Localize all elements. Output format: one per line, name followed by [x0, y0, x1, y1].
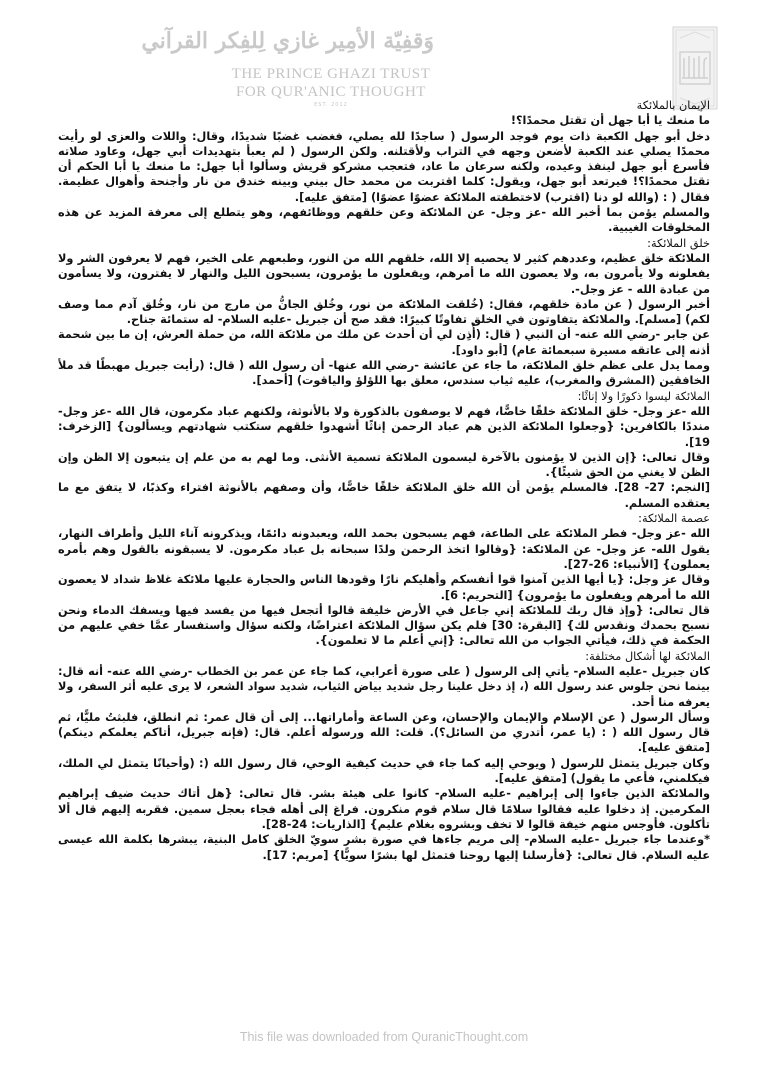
trust-logo-header — [141, 14, 528, 108]
paragraph: دخل أبو جهل الكعبة ذات يوم فوجد الرسول ( ساجدًا لله يصلي، فغضب غضبًا شديدًا، وقال: واللات والعزى لو رأيت محمدًا يصلي عند الكعبة لأضعن وجهه في التراب ولأقتلنه. ولكن الرسول ( لم يعبأ بتهديدات أبي جهل، وعاود صلاته فأسرع أبو جهل لينفذ وعيده، ولكنه سرعان ما عاد، فتعجب مشركو قريش وسألوا أبا جهل: ما منعك يا أبا الحكم أن تقتل محمدًا؟! فيرتعد أبو جهل، ويقول: كلما اقتربت من محمد حال بيني وبينه خندق من نار وأجنحة وأهوال عظيمة. فقال ( : (والله لو دنا (اقترب) لاختطفته الملائكة عضوًا عضوًا) [متفق عليه]. — [58, 129, 710, 204]
paragraph: وقال تعالى: {إن الذين لا يؤمنون بالآخرة ليسمون الملائكة تسمية الأنثى. وما لهم به من علم إن يتبعون إلا الظن وإن الظن لا يغني من الحق شيئًا}. — [58, 450, 710, 480]
paragraph: ما منعك يا أبا جهل أن تقتل محمدًا؟! — [510, 114, 710, 128]
paragraph: أخبر الرسول ( عن مادة خلقهم، فقال: (خُلقت الملائكة من نور، وخُلق الجانُّ من مارج من نار، وخُلق آدم مما وصف لكم) [مسلم]. والملائكة يتفاوتون في الخلق تفاوتًا كبيرًا: فقد صح أن جبريل -عليه السلام- له ستمائة جناح. — [58, 297, 710, 327]
paragraph: ومما يدل على عظم خلق الملائكة، ما جاء عن عائشة -رضي الله عنها- أن رسول الله ( قال: (رأيت جبريل مهبطًا قد ملأ الخافقين (المشرق والمغرب)، عليه ثياب سندس، معلق بها اللؤلؤ والياقوت) [أحمد]. — [58, 359, 710, 388]
paragraph: والملائكة الذين جاءوا إلى إبراهيم -عليه السلام- كانوا على هيئة بشر. قال تعالى: {هل أتاك حديث ضيف إبراهيم المكرمين. إذ دخلوا عليه فقالوا سلامًا قال سلام قوم منكرون. فراغ إلى أهله فجاء بعجل سمين. فقربه إليهم قال ألا تأكلون. فأوجس منهم خيفة قالوا لا تخف وبشروه بغلام عليم} [الذاريات: 24-28]. — [58, 787, 710, 831]
paragraph: خلق الملائكة: — [647, 236, 710, 250]
paragraph: الملائكة لها أشكال مختلفة: — [585, 649, 710, 663]
logo-est: EST. 2012 — [314, 102, 348, 108]
paragraph: والمسلم يؤمن بما أخبر الله -عز وجل- عن الملائكة وعن خلقهم ووظائفهم، وهو يتطلع إلى معرفة المزيد عن هذه المخلوقات الغيبية. — [58, 206, 710, 235]
paragraph: الله -عز وجل- فطر الملائكة على الطاعة، فهم يسبحون بحمد الله، ويعبدونه دائمًا، ويذكرونه آناء الليل وأطراف النهار، يقول الله- عز وجل- عن الملائكة: {وقالوا اتخذ الرحمن ولدًا سبحانه بل عباد مكرمون. لا يسبقونه بالقول وهم بأمره يعملون} [الأنبياء: 26-27]. — [58, 527, 710, 571]
paragraph: كان جبريل -عليه السلام- يأتي إلى الرسول ( على صورة أعرابي، كما جاء عن عمر بن الخطاب -رضي الله عنه- أنه قال: بينما نحن جلوس عند رسول الله (، إذ دخل علينا رجل شديد بياض الثياب، شديد سواد الشعر، لا يرى عليه أثر السفر، ولا يعرفه منا أحد. — [58, 664, 710, 709]
paragraph: الإيمان بالملائكة — [636, 99, 710, 112]
paragraph: وكان جبريل يتمثل للرسول ( ويوحي إليه كما جاء في حديث كيفية الوحي، قال رسول الله (: (وأحيانًا يتمثل لي الملك، فيكلمني، فأعي ما يقول) [متفق عليه]. — [58, 756, 710, 786]
logo-english-line2: FOR QUR'ANIC THOUGHT — [236, 84, 426, 100]
logo-english-line1: THE PRINCE GHAZI TRUST — [231, 66, 431, 82]
document-body — [58, 98, 710, 988]
paragraph: *وعندما جاء جبريل -عليه السلام- إلى مريم جاءها في صورة بشر سويّ الخلق كامل البنية، يبشرها بكلمة الله عيسى عليه السلام. قال تعالى: {فأرسلنا إليها روحنا فتمثل لها بشرًا سويًّا} [مريم: 17]. — [58, 833, 710, 862]
paragraph: الملائكة ليسوا ذكورًا ولا إناثًا: — [577, 389, 710, 403]
paragraph: الملائكة خلق عظيم، وعددهم كثير لا يحصيه إلا الله، خلقهم الله من النور، وطبعهم على الخير، فهم لا يعرفون الشر ولا يفعلونه ولا يأمرون به، ولا يعصون الله ما أمرهم، ويفعلون ما يؤمرون، يسبحون الليل والنهار لا يفترون، ولا يسأمون من عبادة الله - عز وجل-. — [58, 251, 710, 296]
paragraph: وسأل الرسول ( عن الإسلام والإيمان والإحسان، وعن الساعة وأماراتها... إلى أن قال عمر: ثم انطلق، فلبثتُ مليًّا، ثم قال رسول الله ( : (يا عمر، أتدري من السائل؟). قلت: الله ورسوله أعلم. قال: (فإنه جبريل، أتاكم يعلمكم دينكم) [متفق عليه]. — [58, 710, 710, 755]
paragraph: عن جابر -رضي الله عنه- أن النبي ( قال: (أُذِن لي أن أحدث عن ملك من ملائكة الله، من حملة العرش، إن ما بين شحمة أذنه إلى عاتقه مسيرة سبعمائة عام) [أبو داود]. — [58, 328, 710, 357]
download-footer: This file was downloaded from QuranicThought.com — [239, 1030, 529, 1044]
paragraph: وقال عز وجل: {يا أيها الذين آمنوا قوا أنفسكم وأهليكم نارًا وقودها الناس والحجارة عليها ملائكة غلاظ شداد لا يعصون الله ما أمرهم ويفعلون ما يؤمرون} [التحريم: 6]. — [58, 573, 710, 602]
paragraph: قال تعالى: {وإذ قال ربك للملائكة إني جاعل في الأرض خليفة قالوا أتجعل فيها من يفسد فيها ويسفك الدماء ونحن نسبح بحمدك ونقدس لك} [البقرة: 30] فلم يكن سؤال الملائكة اعتراضًا، ولكنه سؤال واستفسار عمَّا خفي عليهم من الحكمة في ذلك، فيأتي الجواب من الله تعالى: {إني أعلم ما لا تعلمون}. — [58, 603, 710, 648]
logo-arabic-name: وَقفِيّة الأمِير غازي لِلفِكر القرآني — [141, 28, 434, 54]
paragraph: الله -عز وجل- خلق الملائكة خلقًا خاصًّا، فهم لا يوصفون بالذكورة ولا بالأنوثة، ولكنهم عباد مكرمون، قال الله -عز وجل- منددًا بالكافرين: {وجعلوا الملائكة الذين هم عباد الرحمن إناثًا أشهدوا خلقهم ستكتب شهادتهم ويسألون} [الزخرف: 19]. — [58, 404, 710, 449]
paragraph: [النجم: 27- 28]. فالمسلم يؤمن أن الله خلق الملائكة خلقًا خاصًّا، وأن وصفهم بالأنوثة افتراء وكذبًا، لا يتفق مع ما يعتقده المسلم. — [58, 481, 710, 510]
paragraph: عصمة الملائكة: — [638, 512, 710, 526]
